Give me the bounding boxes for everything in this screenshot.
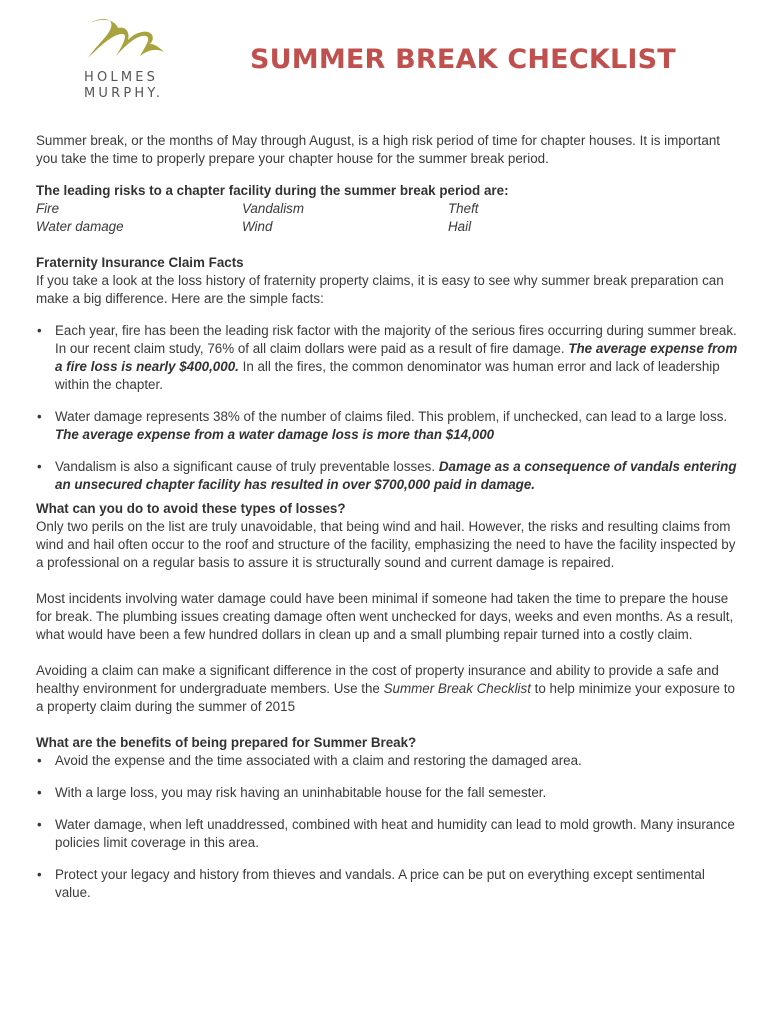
- bullet-text: Each year, fire has been the leading risk factor with the majority of the serious fires occurring during summer break. In our recent claim study, 76% of all claim dollars were paid as a result of fire damage.: [55, 323, 737, 356]
- logo-text-line1: HOLMES: [84, 70, 159, 85]
- avoid-heading: What can you do to avoid these types of losses?: [36, 501, 346, 516]
- checklist-reference: Summer Break Checklist: [383, 681, 531, 696]
- risk-item: Wind: [242, 219, 273, 234]
- list-item: [36, 408, 740, 444]
- list-item: • Water damage, when left unaddressed, combined with heat and humidity can lead to mold growth. Many insurance policies limit coverage in this area.: [36, 816, 740, 852]
- holmes-murphy-logo: [80, 14, 192, 104]
- avoid-paragraph-3: [36, 662, 740, 716]
- risk-item: Hail: [448, 219, 472, 234]
- paragraph-text: Avoiding a claim can make a significant difference in the cost of property insurance and ability to provide a safe and healthy environment for undergraduate members. Use the: [36, 663, 719, 696]
- risks-heading: The leading risks to a chapter facility during the summer break period are:: [36, 183, 509, 198]
- intro-paragraph: Summer break, or the months of May through August, is a high risk period of time for chapter houses. It is important you take the time to properly prepare your chapter house for the summer break period.: [36, 133, 720, 166]
- risk-item: Vandalism: [242, 201, 305, 216]
- risk-item: Theft: [448, 201, 479, 216]
- bullet-text: Water damage represents 38% of the number of claims filed. This problem, if unchecked, can lead to a large loss.: [55, 409, 728, 424]
- avoid-paragraph-1: Only two perils on the list are truly unavoidable, that being wind and hail. However, the risks and resulting claims from wind and hail often occur to the roof and structure of the facility, emphasizing the need to have the facility inspected by a professional on a regular basis to assure it is structurally sound and current damage is repaired.: [36, 519, 736, 570]
- list-item: [36, 458, 740, 494]
- page-title: SUMMER BREAK CHECKLIST: [250, 44, 676, 75]
- benefits-heading: What are the benefits of being prepared for Summer Break?: [36, 735, 417, 750]
- claim-facts-text: If you take a look at the loss history of fraternity property claims, it is easy to see why summer break preparation can make a big difference. Here are the simple facts:: [36, 273, 724, 306]
- bullet-emphasis: The average expense from a fire loss is nearly $400,000.: [55, 341, 738, 374]
- claim-facts-list: [36, 322, 740, 494]
- list-item: • Protect your legacy and history from thieves and vandals. A price can be put on everything except sentimental value.: [36, 866, 740, 902]
- document-body: [36, 132, 740, 902]
- logo-text-line2: MURPHY.: [84, 86, 164, 101]
- benefits-list: [36, 752, 740, 902]
- list-item: [36, 322, 740, 394]
- risk-row: [36, 200, 740, 218]
- list-item: • Avoid the expense and the time associated with a claim and restoring the damaged area.: [36, 752, 740, 770]
- logo-mark-icon: [82, 14, 178, 66]
- bullet-text-post: In all the fires, the common denominator was human error and lack of leadership within the chapter.: [55, 359, 720, 392]
- avoid-paragraph-2: Most incidents involving water damage could have been minimal if someone had taken the time to prepare the house for break. The plumbing issues creating damage often went unchecked for days, weeks and even months. As a result, what would have been a few hundred dollars in clean up and a small plumbing repair turned into a costly claim.: [36, 591, 734, 642]
- paragraph-text-post: to help minimize your exposure to a property claim during the summer of 2015: [36, 681, 735, 714]
- bullet-emphasis: Damage as a consequence of vandals entering an unsecured chapter facility has resulted in over $700,000 paid in damage.: [55, 459, 737, 492]
- claim-facts-heading: Fraternity Insurance Claim Facts: [36, 255, 244, 270]
- risk-item: Water damage: [36, 219, 124, 234]
- risk-item: Fire: [36, 201, 60, 216]
- bullet-text: Vandalism is also a significant cause of truly preventable losses.: [55, 459, 436, 474]
- risk-row: [36, 218, 740, 236]
- bullet-emphasis: The average expense from a water damage loss is more than $14,000: [55, 427, 495, 442]
- list-item: • With a large loss, you may risk having an uninhabitable house for the fall semester.: [36, 784, 740, 802]
